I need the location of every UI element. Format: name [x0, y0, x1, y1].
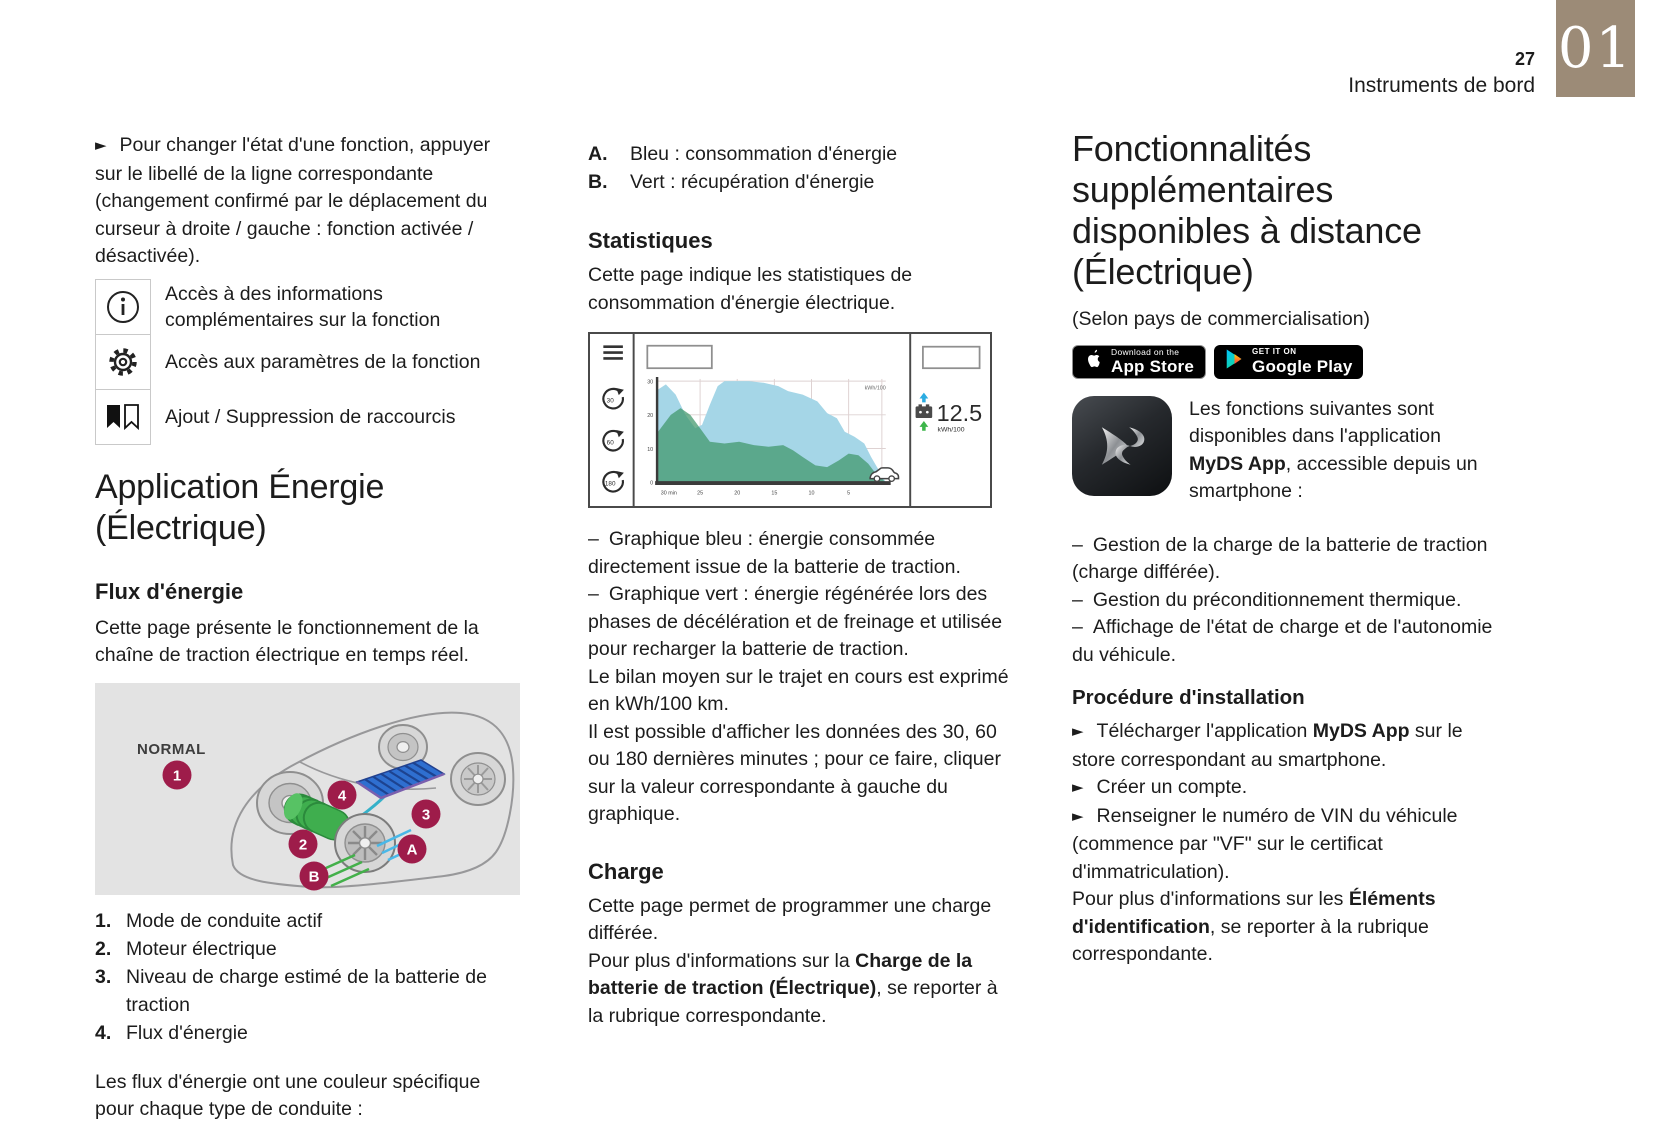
color-key-item: A. Bleu : consommation d'énergie	[588, 143, 898, 165]
store-badges	[1072, 345, 1496, 379]
wheel	[451, 753, 505, 805]
install-outro: Pour plus d'informations sur les Éléments d'identification, se reporter à la rubrique correspondante.	[1072, 888, 1436, 965]
install-step: ► Créer un compte.	[1072, 776, 1248, 798]
stats-heading: Statistiques	[588, 228, 713, 253]
badge-a	[398, 834, 427, 863]
average-unit: kWh/100	[937, 426, 965, 434]
google-play-icon	[1225, 348, 1244, 375]
google-play-badge	[1214, 345, 1363, 379]
page-title: Application Énergie (Électrique)	[95, 467, 385, 547]
myds-app-text: Les fonctions suivantes sont disponibles dans l'application MyDS App, accessible depuis un smartphone :	[1189, 397, 1478, 502]
myds-app-icon	[1072, 396, 1172, 496]
color-key-list	[588, 140, 1012, 196]
bullet-blue: – Graphique bleu : énergie consommée directement issue de la batterie de traction.	[588, 528, 961, 578]
app-store-badge-label: App Store	[1111, 357, 1195, 377]
app-store-badge	[1072, 345, 1206, 379]
remote-features-list	[1072, 532, 1496, 670]
icon-row-label: Accès à des informations complémentaires sur la fonction	[165, 283, 441, 331]
statistics-screen	[588, 332, 992, 508]
svg-text:10: 10	[647, 446, 654, 453]
arrow-bullet-icon: ►	[95, 136, 107, 154]
charge-p2: Pour plus d'informations sur la Charge de la batterie de traction (Électrique), se reporter à la rubrique correspondante.	[588, 949, 998, 1027]
drive-mode-label: NORMAL	[137, 740, 206, 758]
install-heading: Procédure d'installation	[1072, 686, 1305, 709]
svg-text:60: 60	[606, 439, 614, 447]
icon-legend-table	[95, 280, 522, 445]
period-60-button	[603, 430, 623, 451]
flux-body: Cette page présente le fonctionnement de la chaîne de traction électrique en temps réel.	[95, 616, 479, 666]
svg-text:4: 4	[337, 787, 347, 804]
svg-text:3: 3	[421, 806, 431, 823]
chapter-tab	[1556, 0, 1635, 97]
period-180-button	[603, 471, 623, 492]
color-key-item: B. Vert : récupération d'énergie	[588, 171, 875, 193]
svg-text:10: 10	[808, 490, 815, 497]
install-step: ► Télécharger l'application MyDS App sur le store correspondant au smartphone.	[1072, 720, 1463, 771]
periods-note: Il est possible d'afficher les données des 30, 60 ou 180 dernières minutes ; pour ce faire, cliquer sur la valeur correspondante à gauche du graphique.	[588, 720, 1001, 825]
svg-text:30 min: 30 min	[660, 490, 677, 497]
page-header	[1348, 48, 1535, 99]
apple-icon	[1084, 348, 1103, 375]
svg-text:0: 0	[650, 480, 654, 487]
charge-heading: Charge	[588, 858, 664, 884]
chapter-number: 01	[1557, 16, 1634, 81]
svg-text:30: 30	[647, 379, 654, 386]
chart-explanations	[588, 526, 1012, 829]
icon-row-label: Accès aux paramètres de la fonction	[165, 351, 481, 373]
icon-row-label: Ajout / Suppression de raccourcis	[165, 406, 456, 428]
badge-4	[328, 780, 357, 809]
svg-text:25: 25	[697, 490, 704, 497]
myds-app-intro	[1072, 396, 1496, 506]
legend-item: 4. Flux d'énergie	[95, 1021, 248, 1044]
svg-text:2: 2	[298, 836, 308, 853]
svg-text:1: 1	[172, 767, 182, 784]
badge-b	[300, 861, 329, 890]
energy-flow-diagram	[95, 683, 520, 895]
svg-text:20: 20	[647, 413, 654, 420]
remote-features-title: Fonctionnalités supplémentaires disponibles à distance (Électrique)	[1072, 128, 1422, 292]
svg-text:A: A	[406, 841, 418, 858]
diagram-legend	[95, 907, 522, 1047]
left-column	[95, 132, 522, 1124]
right-column	[1072, 128, 1496, 969]
availability-note: (Selon pays de commercialisation)	[1072, 308, 1371, 330]
legend-item: 3. Niveau de charge estimé de la batterie de traction	[95, 965, 487, 1016]
flux-heading: Flux d'énergie	[95, 578, 244, 604]
flux-outro: Les flux d'énergie ont une couleur spécifique pour chaque type de conduite :	[95, 1070, 481, 1120]
chart-unit-label: kWh/100	[864, 385, 886, 392]
middle-column	[588, 140, 1012, 1030]
badge-2	[289, 829, 318, 858]
google-play-badge-label: Google Play	[1252, 357, 1353, 376]
average-value: 12.5	[936, 399, 983, 426]
feature-item: – Gestion du préconditionnement thermique.	[1072, 588, 1462, 611]
ds-logo	[1102, 427, 1144, 464]
svg-text:20: 20	[734, 490, 741, 497]
legend-item: 2. Moteur électrique	[95, 937, 277, 960]
bookmark-icon	[95, 389, 151, 445]
svg-text:B: B	[308, 868, 320, 885]
page-number: 27	[1514, 49, 1535, 69]
bullet-green: – Graphique vert : énergie régénérée lors des phases de décélération et de freinage et utilisée pour recharger la batterie de traction.	[588, 583, 1003, 660]
charge-p1: Cette page permet de programmer une charge différée.	[588, 894, 992, 944]
intro-instruction: ► Pour changer l'état d'une fonction, appuyer sur le libellé de la ligne correspondante (changement confirmé par le déplacement du curseur à droite / gauche : fonction activée / désactivée).	[95, 134, 491, 267]
svg-text:30: 30	[606, 397, 614, 405]
average-note: Le bilan moyen sur le trajet en cours est exprimé en kWh/100 km.	[588, 665, 1009, 715]
stats-intro: Cette page indique les statistiques de consommation d'énergie électrique.	[588, 264, 913, 314]
google-play-badge-top: GET IT ON	[1252, 347, 1297, 356]
svg-text:180: 180	[604, 480, 616, 488]
chart-title-box	[647, 346, 712, 368]
install-step: ► Renseigner le numéro de VIN du véhicule (commence par "VF" sur le certificat d'immatriculation).	[1072, 804, 1458, 883]
svg-text:15: 15	[771, 490, 778, 497]
section-title: Instruments de bord	[1348, 73, 1535, 97]
period-30-button	[603, 388, 623, 409]
average-title-box	[923, 347, 980, 368]
feature-item: – Affichage de l'état de charge et de l'autonomie du véhicule.	[1072, 616, 1493, 666]
info-icon	[95, 279, 151, 335]
battery-icon	[916, 393, 933, 431]
install-steps	[1072, 718, 1496, 969]
svg-text:5: 5	[847, 490, 851, 497]
app-store-badge-top: Download on the	[1111, 346, 1180, 357]
gear-icon	[95, 334, 151, 390]
menu-icon	[603, 347, 623, 359]
badge-1	[163, 760, 192, 789]
badge-3	[412, 799, 441, 828]
feature-item: – Gestion de la charge de la batterie de traction (charge différée).	[1072, 533, 1488, 583]
legend-item: 1. Mode de conduite actif	[95, 909, 323, 932]
